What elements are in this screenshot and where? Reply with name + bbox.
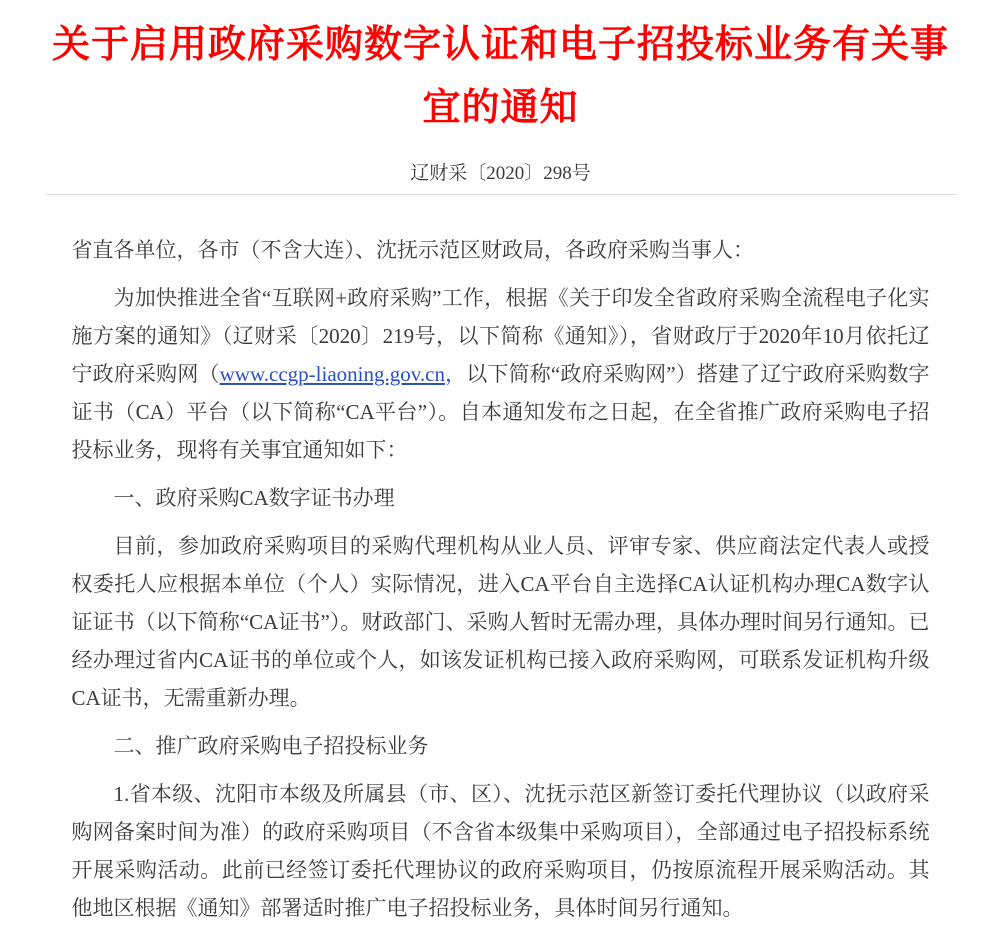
notice-document — [46, 0, 956, 927]
section2-paragraph: 1.省本级、沈阳市本级及所属县（市、区）、沈抚示范区新签订委托代理协议（以政府采购网备案时间为准）的政府采购项目（不含省本级集中采购项目），全部通过电子招投标系统开展采购活动。此前已经签订委托代理协议的政府采购项目，仍按原流程开展采购活动。其他地区根据《通知》部署适时推广电子招投标业务，具体时间另行通知。 — [71, 782, 930, 920]
paragraph-intro — [72, 279, 930, 469]
intro-text-before-link: 为加快推进全省“互联网+政府采购”工作，根据《关于印发全省政府采购全流程电子化实施方案的通知》（辽财采〔2020〕219号，以下简称《通知》），省财政厅于2020年10月依托辽宁政府采购网（ — [71, 286, 930, 386]
section1-heading: 一、政府采购CA数字证书办理 — [113, 486, 395, 510]
salutation: 省直各单位，各市（不含大连）、沈抚示范区财政局，各政府采购当事人： — [71, 238, 754, 262]
divider — [46, 194, 956, 195]
doc-number: 辽财采〔2020〕298号 — [410, 163, 591, 184]
section2-heading: 二、推广政府采购电子招投标业务 — [113, 734, 429, 758]
link-trailing-comma: ， — [444, 362, 467, 386]
procurement-website-link[interactable]: www.ccgp-liaoning.gov.cn — [219, 362, 445, 386]
document-body — [46, 231, 956, 927]
page-title: 关于启用政府采购数字认证和电子招投标业务有关事宜的通知 — [51, 24, 949, 129]
section1-paragraph: 目前，参加政府采购项目的采购代理机构从业人员、评审专家、供应商法定代表人或授权委托人应根据本单位（个人）实际情况，进入CA平台自主选择CA认证机构办理CA数字认证证书（以下简称“CA证书”）。财政部门、采购人暂时无需办理，具体办理时间另行通知。已经办理过省内CA证书的单位或个人，如该发证机构已接入政府采购网，可联系发证机构升级CA证书，无需重新办理。 — [71, 534, 930, 710]
intro-text-after-link: 以下简称“政府采购网”）搭建了辽宁政府采购数字证书（CA）平台（以下简称“CA平台”）。自本通知发布之日起，在全省推广政府采购电子招投标业务，现将有关事宜通知如下： — [71, 362, 930, 462]
